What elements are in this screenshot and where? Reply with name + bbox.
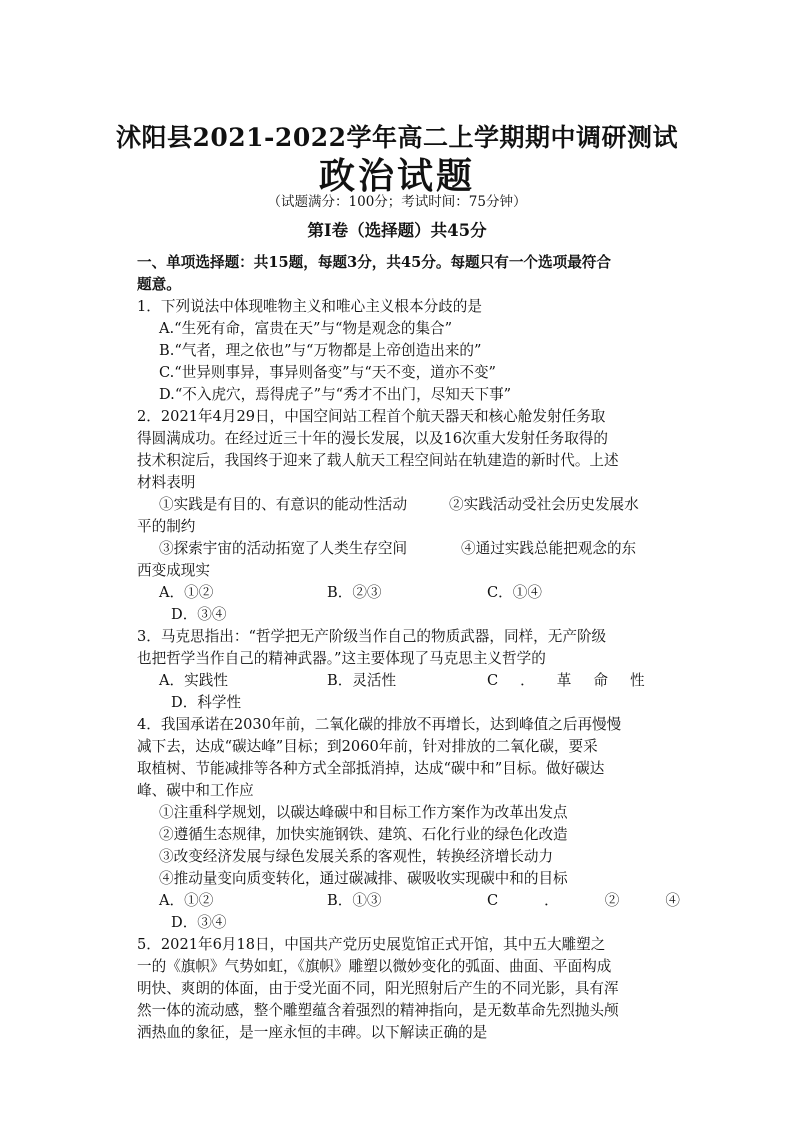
q5-stem: 然一体的流动感，整个雕塑蕴含着强烈的精神指向，是无数革命先烈抛头颅 <box>137 1002 619 1019</box>
q2-stem: 材料表明 <box>137 474 196 491</box>
instructions-line: 一、单项选择题：共15题，每题3分，共45分。每题只有一个选项最符合 <box>137 254 611 271</box>
q4-options-row <box>137 890 726 912</box>
q3-option-b: B．灵活性 <box>327 672 397 689</box>
q2-stem: 得圆满成功。在经过近三十年的漫长发展，以及16次重大发射任务取得的 <box>137 430 608 447</box>
q3-options-row <box>137 670 667 692</box>
q4-options-row <box>137 912 667 934</box>
q1-option-b: B.“气者，理之依也”与“万物都是上帝创造出来的” <box>159 342 482 359</box>
q3-stem: 也把哲学当作自己的精神武器。”这主要体现了马克思主义哲学的 <box>137 650 546 667</box>
q4-statement-3: ③改变经济发展与绿色发展关系的客观性，转换经济增长动力 <box>159 848 554 865</box>
q4-statement-1: ①注重科学规划，以碳达峰碳中和目标工作方案作为改革出发点 <box>159 804 568 821</box>
question-content <box>137 252 726 1044</box>
q4-option-d: D．③④ <box>171 914 227 931</box>
q2-stem: 技术积淀后，我国终于迎来了载人航天工程空间站在轨建造的新时代。上述 <box>137 452 619 469</box>
q3-option-c: C．革命性 <box>487 672 667 689</box>
q1-option-a: A.“生死有命，富贵在天”与“物是观念的集合” <box>159 320 453 337</box>
q4-stem: 减下去，达成“碳达峰”目标；到2060年前，针对排放的二氧化碳，要采 <box>137 738 598 755</box>
q2-options-row <box>137 582 667 604</box>
q4-stem: 4．我国承诺在2030年前，二氧化碳的排放不再增长，达到峰值之后再慢慢 <box>137 716 622 733</box>
instructions-line: 题意。 <box>137 276 181 293</box>
q1-option-d: D.“不入虎穴，焉得虎子”与“秀才不出门，尽知天下事” <box>159 386 512 403</box>
q2-statement-3: ③探索宇宙的活动拓宽了人类生存空间 <box>159 540 408 557</box>
q4-option-b: B．①③ <box>327 892 382 909</box>
q5-stem: 一的《旗帜》气势如虹，《旗帜》雕塑以微妙变化的弧面、曲面、平面构成 <box>137 958 612 975</box>
q5-stem: 洒热血的象征，是一座永恒的丰碑。以下解读正确的是 <box>137 1024 488 1041</box>
q2-statements-row <box>137 494 667 516</box>
q2-options-row <box>137 604 667 626</box>
q2-option-a: A．①② <box>159 584 214 601</box>
q4-statement-4: ④推动量变向质变转化，通过碳减排、碳吸收实现碳中和的目标 <box>159 870 568 887</box>
q5-stem: 明快、爽朗的体面，由于受光面不同，阳光照射后产生的不同光影，具有浑 <box>137 980 619 997</box>
exam-title: 沭阳县2021-2022学年高二上学期期中调研测试 <box>115 123 679 152</box>
section-title: 第I卷（选择题）共45分 <box>307 221 487 240</box>
q4-stem: 峰、碳中和工作应 <box>137 782 254 799</box>
q1-option-c: C.“世异则事异，事异则备变”与“天不变，道亦不变” <box>159 364 497 381</box>
q3-option-a: A．实践性 <box>159 672 228 689</box>
q4-option-c: C．②④ <box>487 892 726 909</box>
q2-statement-2-cont: 平的制约 <box>137 518 196 535</box>
q4-statement-2: ②遵循生态规律，加快实施钢铁、建筑、石化行业的绿色化改造 <box>159 826 568 843</box>
q2-statement-2: ②实践活动受社会历史发展水 <box>449 496 639 513</box>
q2-statement-1: ①实践是有目的、有意识的能动性活动 <box>159 496 408 513</box>
q3-options-row <box>137 692 667 714</box>
q4-stem: 取植树、节能减排等各种方式全部抵消掉，达成“碳中和”目标。做好碳达 <box>137 760 605 777</box>
q2-statement-4: ④通过实践总能把观念的东 <box>461 540 637 557</box>
exam-info: （试题满分：100分；考试时间：75分钟） <box>267 194 527 210</box>
q5-stem: 5．2021年6月18日，中国共产党历史展览馆正式开馆，其中五大雕塑之 <box>137 936 606 953</box>
q1-stem: 1．下列说法中体现唯物主义和唯心主义根本分歧的是 <box>137 298 482 315</box>
q2-statements-row <box>137 538 667 560</box>
q3-option-d: D．科学性 <box>171 694 242 711</box>
subject-title: 政治试题 <box>318 155 475 197</box>
q2-stem: 2．2021年4月29日，中国空间站工程首个航天器天和核心舱发射任务取 <box>137 408 606 425</box>
q4-option-a: A．①② <box>159 892 214 909</box>
q2-option-c: C．①④ <box>487 584 542 601</box>
q2-option-d: D．③④ <box>171 606 227 623</box>
q2-statement-4-cont: 西变成现实 <box>137 562 210 579</box>
q3-stem: 3．马克思指出：“哲学把无产阶级当作自己的物质武器，同样，无产阶级 <box>137 628 607 645</box>
q2-option-b: B．②③ <box>327 584 382 601</box>
